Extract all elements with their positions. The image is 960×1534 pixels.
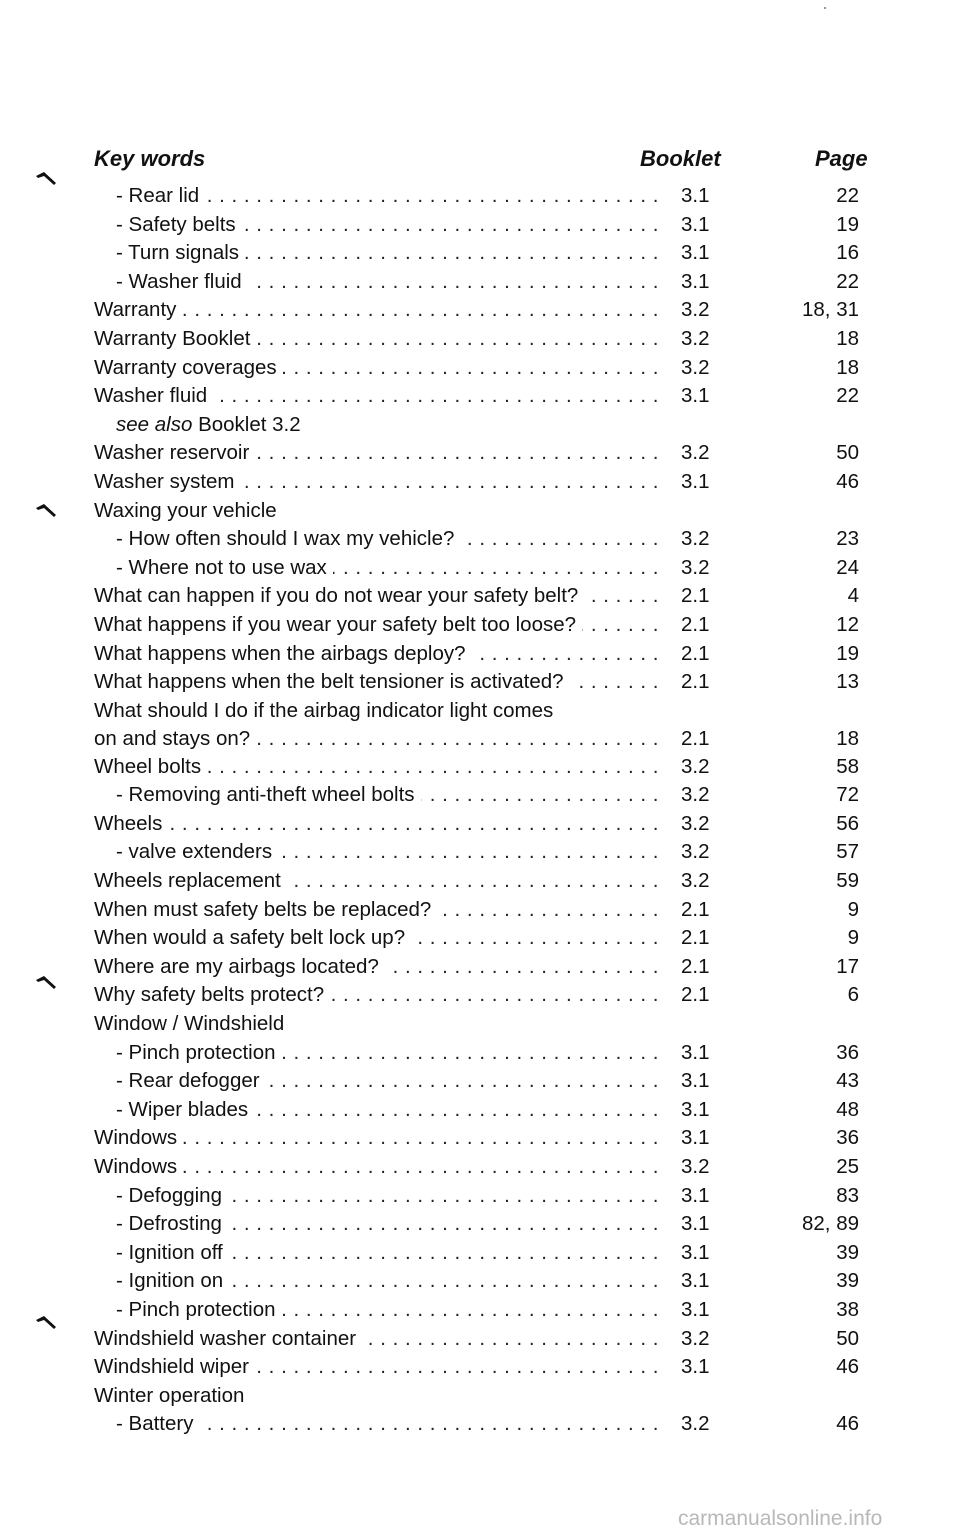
index-entry: [0, 1353, 960, 1382]
index-entry: [0, 867, 960, 896]
entry-label: [94, 1353, 659, 1382]
entry-label: [94, 668, 659, 697]
entry-label-text: Wheels replacement: [94, 869, 287, 892]
entry-label-text: Why safety belts protect?: [94, 983, 330, 1006]
entry-label: [116, 1267, 659, 1296]
index-entry: [0, 1182, 960, 1211]
index-entry: [0, 1325, 960, 1354]
entry-page: 6: [847, 983, 859, 1007]
entry-label: [116, 1039, 659, 1068]
entry-label: [94, 382, 659, 411]
entry-booklet: 3.2: [681, 783, 710, 807]
entry-page: 59: [836, 869, 859, 893]
index-entry: [0, 1153, 960, 1182]
entry-booklet: 3.2: [681, 840, 710, 864]
index-entry: [0, 325, 960, 354]
entry-page: 18: [836, 355, 859, 379]
entry-label: [94, 953, 659, 982]
entry-page: 13: [836, 670, 859, 694]
entry-page: 22: [836, 184, 859, 207]
entry-booklet: 3.2: [681, 555, 710, 579]
index-entry: [0, 1382, 960, 1411]
index-entry: [0, 611, 960, 640]
entry-page: 43: [836, 1069, 859, 1093]
entry-label-text: Washer fluid: [94, 384, 213, 407]
entry-booklet: 2.1: [681, 584, 710, 608]
entry-page: 57: [836, 840, 859, 864]
entry-label-text: What happens when the belt tensioner is activated?: [94, 670, 570, 693]
index-entry: [0, 439, 960, 468]
index-entry: [0, 838, 960, 867]
index-entry: [0, 668, 960, 697]
entry-label-text: Washer system: [94, 470, 241, 493]
entry-booklet: 3.1: [681, 1297, 710, 1321]
entry-booklet: 3.1: [681, 1069, 710, 1093]
entry-booklet: 2.1: [681, 954, 710, 978]
entry-page: 12: [836, 612, 859, 636]
entry-page: 23: [836, 527, 859, 551]
entry-label: [94, 1325, 659, 1354]
entry-label-text: - Washer fluid: [116, 270, 248, 293]
entry-label: [94, 697, 659, 753]
entry-label-text: When would a safety belt lock up?: [94, 926, 411, 949]
index-entry: [0, 582, 960, 611]
entry-label-text: - Wiper blades: [116, 1098, 254, 1121]
entry-booklet: 3.1: [681, 1183, 710, 1207]
entry-booklet: 3.2: [681, 355, 710, 379]
entry-label: [94, 439, 659, 468]
entry-label-text: Windshield washer container: [94, 1327, 362, 1350]
entry-booklet: 3.2: [681, 1326, 710, 1350]
entry-label: [116, 239, 659, 268]
entry-booklet: 3.1: [681, 212, 710, 236]
entry-page: 16: [836, 241, 859, 265]
entry-page: 38: [836, 1297, 859, 1321]
entry-label-text: What happens if you wear your safety belt too loose?: [94, 613, 582, 636]
entry-label: [94, 924, 659, 953]
entry-label-text: - Turn signals: [116, 241, 245, 264]
see-also-text: Booklet 3.2: [198, 412, 301, 436]
entry-booklet: 3.1: [681, 1355, 710, 1379]
index-entry: [0, 411, 960, 440]
entry-booklet: 3.1: [681, 241, 710, 265]
see-also-prefix: see also: [116, 412, 193, 436]
entry-booklet: 3.1: [681, 1212, 710, 1236]
entry-booklet: 3.1: [681, 269, 710, 293]
entry-booklet: 3.1: [681, 1240, 710, 1264]
entry-label: [116, 211, 659, 240]
entry-booklet: 3.2: [681, 326, 710, 350]
index-entry: [0, 1096, 960, 1125]
index-entry: [0, 981, 960, 1010]
index-entry: [0, 1210, 960, 1239]
entry-page: 72: [836, 783, 859, 807]
entry-label: [116, 554, 659, 583]
entry-label: [94, 810, 659, 839]
entry-label-text: Wheel bolts: [94, 755, 207, 778]
entry-label: [94, 1153, 659, 1182]
index-entry: [0, 239, 960, 268]
entry-booklet: 3.1: [681, 1097, 710, 1121]
entry-page: 22: [836, 384, 859, 408]
entry-page: 46: [836, 1412, 859, 1436]
entry-booklet: 2.1: [681, 983, 710, 1007]
index-entry: [0, 468, 960, 497]
entry-booklet: 2.1: [681, 726, 710, 750]
entry-page: 46: [836, 469, 859, 493]
index-entry: [0, 182, 960, 211]
entry-label-text: Waxing your vehicle: [94, 499, 283, 522]
index-entry: [0, 810, 960, 839]
entry-label-text: Where are my airbags located?: [94, 955, 385, 978]
index-entry: [0, 1124, 960, 1153]
entry-label: [116, 1096, 659, 1125]
entry-label-text: Windshield wiper: [94, 1355, 255, 1378]
index-entry: [0, 1239, 960, 1268]
entry-page: 48: [836, 1097, 859, 1121]
index-entry: [0, 354, 960, 383]
entry-label: [116, 1410, 659, 1439]
index-entry: [0, 697, 960, 753]
entry-label-text: Warranty: [94, 298, 182, 321]
entry-label: [116, 1239, 659, 1268]
entry-page: 39: [836, 1240, 859, 1264]
entry-label-text: Warranty coverages: [94, 356, 283, 379]
watermark: carmanualsonline.info: [678, 1507, 883, 1530]
entry-label: [116, 268, 659, 297]
entry-label-text: Warranty Booklet: [94, 327, 256, 350]
entry-label-text: - How often should I wax my vehicle?: [116, 527, 460, 550]
entry-label: [116, 525, 659, 554]
index-entry: [0, 753, 960, 782]
scan-speck: [824, 7, 826, 9]
entry-label: [116, 1182, 659, 1211]
entry-label: [116, 1067, 659, 1096]
entry-page: 18, 31: [802, 298, 859, 322]
entry-page: 58: [836, 754, 859, 778]
entry-label-text: Washer reservoir: [94, 441, 255, 464]
entry-label-line2: on and stays on?: [94, 727, 256, 750]
index-entry: [0, 211, 960, 240]
entry-booklet: 3.1: [681, 1126, 710, 1150]
entry-page: 18: [836, 726, 859, 750]
index-entry: [0, 1267, 960, 1296]
header-page: Page: [815, 146, 868, 171]
index-entry: [0, 781, 960, 810]
index-entry: [0, 924, 960, 953]
entry-label-text: - Where not to use wax: [116, 556, 333, 579]
index-entry: [0, 896, 960, 925]
entry-booklet: 3.1: [681, 1040, 710, 1064]
entry-label-text: - Defogging: [116, 1184, 228, 1207]
entry-label-text: - Battery: [116, 1412, 199, 1435]
entry-booklet: 3.1: [681, 184, 710, 207]
entry-label: [116, 1296, 659, 1325]
entry-label: [94, 753, 659, 782]
index-entry: [0, 1039, 960, 1068]
entry-page: 17: [836, 954, 859, 978]
entry-page: 4: [847, 584, 859, 608]
entry-page: 9: [847, 897, 859, 921]
entry-page: 9: [847, 926, 859, 950]
index-entry: [0, 497, 960, 526]
entry-label: [116, 781, 659, 810]
entry-page: 50: [836, 1326, 859, 1350]
index-entries: [0, 182, 960, 1439]
entry-label-text: Windows: [94, 1155, 183, 1178]
entry-label: [94, 896, 659, 925]
entry-label-text: Window / Windshield: [94, 1012, 290, 1035]
entry-page: 18: [836, 326, 859, 350]
entry-label: [94, 640, 659, 669]
entry-label: [94, 1010, 659, 1039]
entry-page: 82, 89: [802, 1212, 859, 1236]
entry-label: [94, 354, 659, 383]
entry-label: [94, 1124, 659, 1153]
index-entry: [0, 1067, 960, 1096]
entry-page: 39: [836, 1269, 859, 1293]
entry-label-text: - Removing anti-theft wheel bolts: [116, 783, 421, 806]
entry-booklet: 2.1: [681, 670, 710, 694]
entry-label: [94, 611, 659, 640]
entry-page: 56: [836, 811, 859, 835]
entry-page: 83: [836, 1183, 859, 1207]
entry-page: 36: [836, 1126, 859, 1150]
entry-label-line1: What should I do if the airbag indicator light comes: [94, 698, 554, 722]
entry-label: [94, 981, 659, 1010]
entry-booklet: 2.1: [681, 612, 710, 636]
entry-booklet: 3.1: [681, 1269, 710, 1293]
entry-label: [116, 411, 659, 440]
header-key-words: Key words: [94, 146, 206, 171]
entry-label: [116, 182, 659, 211]
header-booklet: Booklet: [640, 146, 721, 171]
index-header: [0, 146, 960, 176]
entry-label: [94, 497, 659, 526]
entry-label-text: - Safety belts: [116, 213, 242, 236]
index-entry: [0, 1410, 960, 1439]
entry-booklet: 2.1: [681, 926, 710, 950]
entry-page: 25: [836, 1155, 859, 1178]
entry-label: [94, 582, 659, 611]
index-entry: [0, 1296, 960, 1325]
entry-label-text: - Defrosting: [116, 1212, 228, 1235]
index-entry: [0, 640, 960, 669]
entry-booklet: 3.2: [681, 1412, 710, 1436]
entry-label-text: - Rear defogger: [116, 1069, 266, 1092]
index-entry: [0, 953, 960, 982]
entry-booklet: 3.2: [681, 441, 710, 465]
entry-booklet: 3.2: [681, 298, 710, 322]
entry-page: 22: [836, 269, 859, 293]
entry-booklet: 3.1: [681, 469, 710, 493]
entry-label-text: Wheels: [94, 812, 168, 835]
entry-label: [116, 838, 659, 867]
entry-booklet: 3.2: [681, 869, 710, 893]
entry-label-text: - Pinch protection: [116, 1041, 282, 1064]
entry-label-text: Winter operation: [94, 1384, 250, 1407]
entry-booklet: 3.2: [681, 1155, 710, 1178]
entry-label-text: - Ignition off: [116, 1241, 229, 1264]
entry-label: [94, 325, 659, 354]
entry-label-text: When must safety belts be replaced?: [94, 898, 437, 921]
entry-booklet: 3.2: [681, 811, 710, 835]
entry-label: [94, 1382, 659, 1411]
entry-label: [94, 867, 659, 896]
entry-label: [116, 1210, 659, 1239]
entry-page: 19: [836, 641, 859, 665]
entry-booklet: 3.1: [681, 384, 710, 408]
entry-label: [94, 468, 659, 497]
entry-page: 19: [836, 212, 859, 236]
index-entry: [0, 554, 960, 583]
entry-booklet: 2.1: [681, 897, 710, 921]
index-entry: [0, 1010, 960, 1039]
entry-page: 36: [836, 1040, 859, 1064]
index-entry: [0, 268, 960, 297]
entry-page: 46: [836, 1355, 859, 1379]
entry-label-text: What can happen if you do not wear your safety belt?: [94, 584, 584, 607]
entry-booklet: 3.2: [681, 754, 710, 778]
index-entry: [0, 525, 960, 554]
entry-label-text: What happens when the airbags deploy?: [94, 642, 472, 665]
entry-label-text: - Rear lid: [116, 184, 205, 207]
entry-booklet: 2.1: [681, 641, 710, 665]
entry-label-text: - valve extenders: [116, 840, 278, 863]
entry-page: 50: [836, 441, 859, 465]
entry-label-text: - Ignition on: [116, 1269, 229, 1292]
entry-label-text: - Pinch protection: [116, 1298, 282, 1321]
index-entry: [0, 382, 960, 411]
entry-page: 24: [836, 555, 859, 579]
index-entry: [0, 296, 960, 325]
entry-booklet: 3.2: [681, 527, 710, 551]
entry-label: [94, 296, 659, 325]
entry-label-text: Windows: [94, 1126, 183, 1149]
